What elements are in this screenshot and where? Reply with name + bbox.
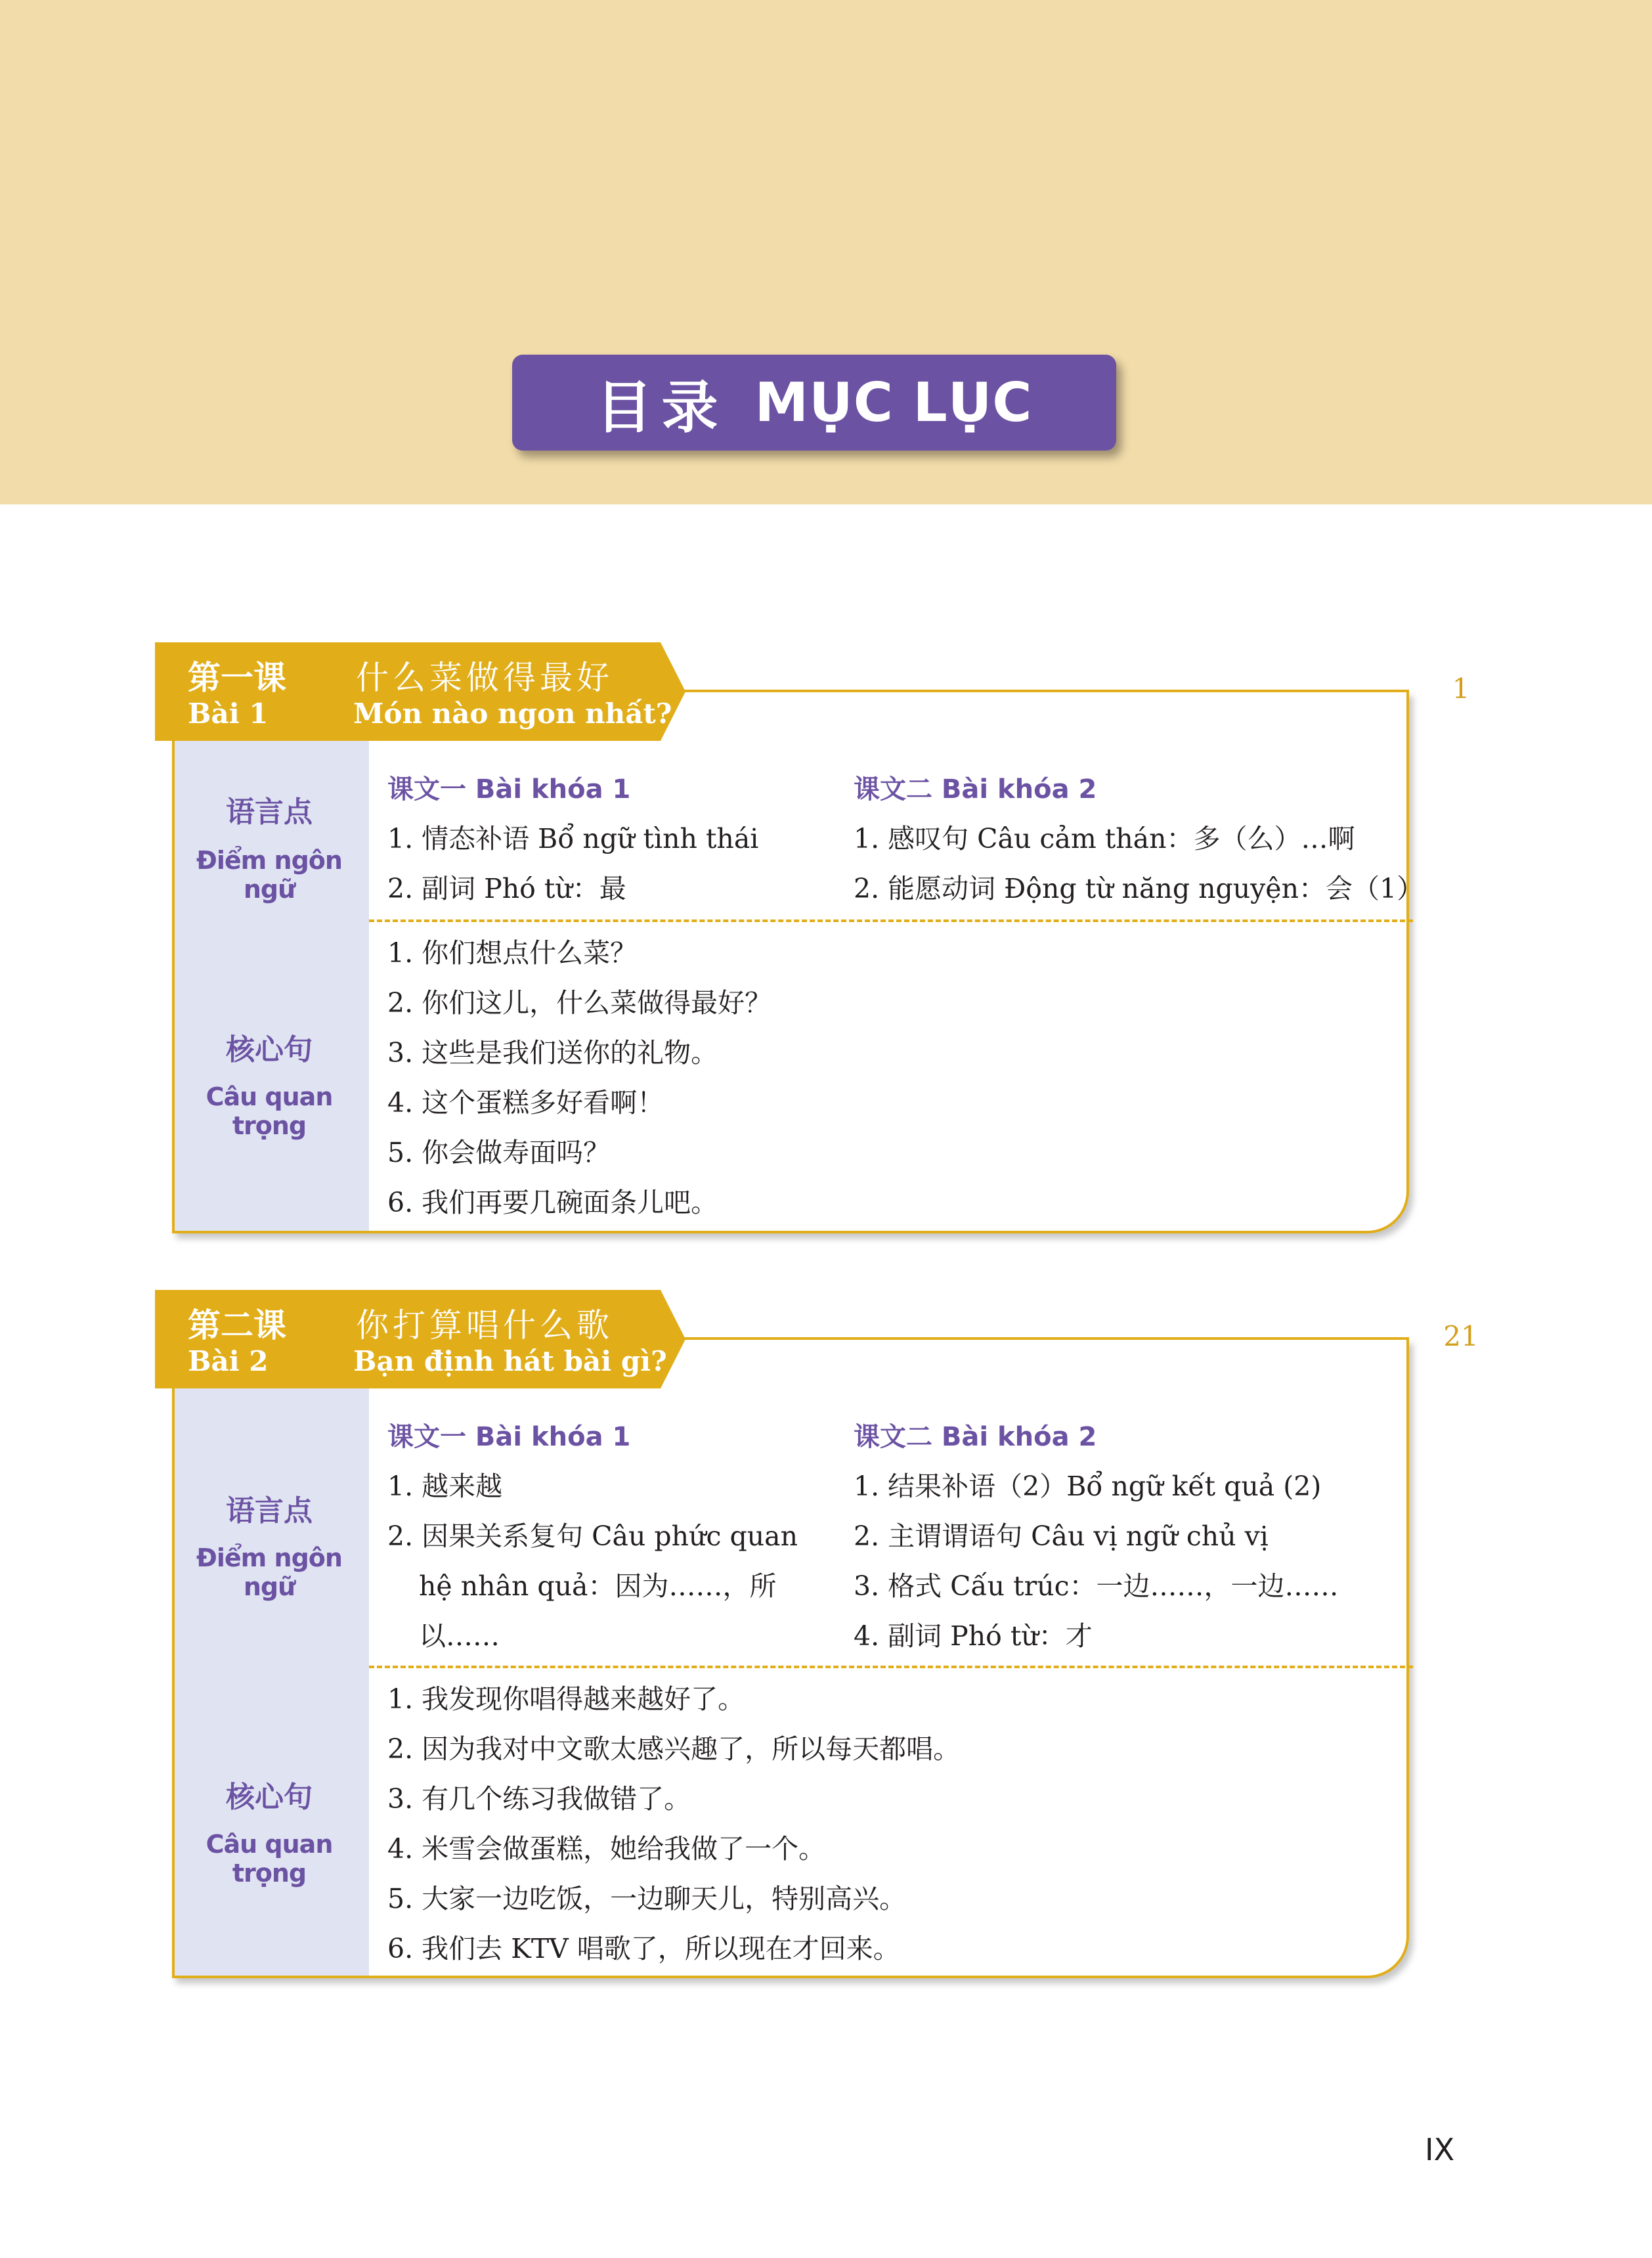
lesson-2-grammar-label-cn: 语言点 [226,1494,313,1528]
lesson-2-title-vi: Bạn định hát bài gì? [353,1345,667,1377]
lesson-1-text2-point: 1. 感叹句 Câu cảm thán：多（么）…啊 [854,823,1355,854]
lesson-1-text2-point: 2. 能愿动词 Động từ năng nguyện：会（1） [854,873,1424,904]
lesson-1-title-cn: 什么菜做得最好 [356,659,613,697]
lesson-2-text2-point: 1. 结果补语（2）Bổ ngữ kết quả (2) [854,1471,1322,1502]
lesson-2-sentence: 5. 大家一边吃饭，一边聊天儿，特别高兴。 [387,1883,907,1915]
lesson-1-grammar-label-cn: 语言点 [226,795,313,829]
lesson-2-banner[interactable] [155,1290,685,1388]
lesson-2-number-cn: 第二课 [188,1306,286,1344]
lesson-1-page-number[interactable]: 1 [1452,673,1470,705]
lesson-2-text2-point: 2. 主谓谓语句 Câu vị ngữ chủ vị [854,1520,1269,1552]
lesson-2-page-number[interactable]: 21 [1443,1320,1479,1352]
lesson-1-card [172,691,1409,1233]
lesson-1-banner[interactable] [155,642,685,741]
lesson-2-text1-point: hệ nhân quả：因为……，所 [419,1570,777,1602]
lesson-1-number-vi: Bài 1 [188,697,269,730]
lesson-1-sentence: 2. 你们这儿，什么菜做得最好？ [387,987,772,1019]
lesson-1-key-label-vi: Câu quan trọng [206,1082,333,1140]
toc-title-cn: 目录 [596,375,728,441]
lesson-1-sentence: 4. 这个蛋糕多好看啊！ [387,1087,664,1118]
lesson-1-sidebar [175,691,369,1231]
lesson-2-key-label-cn: 核心句 [226,1781,313,1814]
lesson-2-text1-point: 1. 越来越 [387,1471,503,1502]
lesson-2-divider [369,1666,1413,1668]
lesson-2-sentence: 4. 米雪会做蛋糕，她给我做了一个。 [387,1833,826,1865]
lesson-1-sentence: 1. 你们想点什么菜？ [387,937,638,969]
lesson-1-number-cn: 第一课 [188,658,286,697]
lesson-2-sentence: 3. 有几个练习我做错了。 [387,1783,691,1815]
lesson-1-text1-point: 1. 情态补语 Bổ ngữ tình thái [387,823,759,854]
lesson-1-grammar-label-vi: Điểm ngôn ngữ [196,846,342,904]
lesson-2-grammar-label-vi: Điểm ngôn ngữ [196,1543,342,1601]
lesson-2-text2-heading: 课文二 Bài khóa 2 [854,1422,1097,1452]
lesson-1-text1-point: 2. 副词 Phó từ：最 [387,873,626,904]
lesson-2-key-label-vi: Câu quan trọng [206,1830,333,1888]
lesson-2-text2-point: 4. 副词 Phó từ：才 [854,1620,1093,1652]
toc-title-box [512,355,1116,451]
lesson-1-sentence: 3. 这些是我们送你的礼物。 [387,1037,718,1069]
lesson-2-sentence: 1. 我发现你唱得越来越好了。 [387,1683,745,1715]
lesson-2-text2-point: 3. 格式 Cấu trúc：一边……，一边…… [854,1570,1339,1602]
lesson-1-text1-heading: 课文一 Bài khóa 1 [387,774,631,805]
lesson-1-sentence: 5. 你会做寿面吗？ [387,1137,611,1168]
lesson-2-title-cn: 你打算唱什么歌 [356,1306,613,1344]
lesson-2-number-vi: Bài 2 [188,1345,269,1377]
lesson-1-key-label-cn: 核心句 [226,1033,313,1067]
lesson-2-text1-point: 以…… [419,1620,500,1652]
lesson-1-text2-heading: 课文二 Bài khóa 2 [854,774,1097,805]
page-number-footer: IX [1425,2132,1455,2167]
lesson-2-text1-heading: 课文一 Bài khóa 1 [387,1422,631,1452]
lesson-1-sentence: 6. 我们再要几碗面条儿吧。 [387,1187,718,1218]
lesson-2-text1-point: 2. 因果关系复句 Câu phức quan [387,1520,798,1552]
lesson-2-sentence: 6. 我们去 KTV 唱歌了，所以现在才回来。 [387,1933,900,1964]
lesson-1-title-vi: Món nào ngon nhất? [353,697,672,730]
lesson-1-divider [369,919,1413,922]
lesson-2-sentence: 2. 因为我对中文歌太感兴趣了，所以每天都唱。 [387,1733,961,1765]
toc-title-vi: MỤC LỤC [754,371,1033,434]
